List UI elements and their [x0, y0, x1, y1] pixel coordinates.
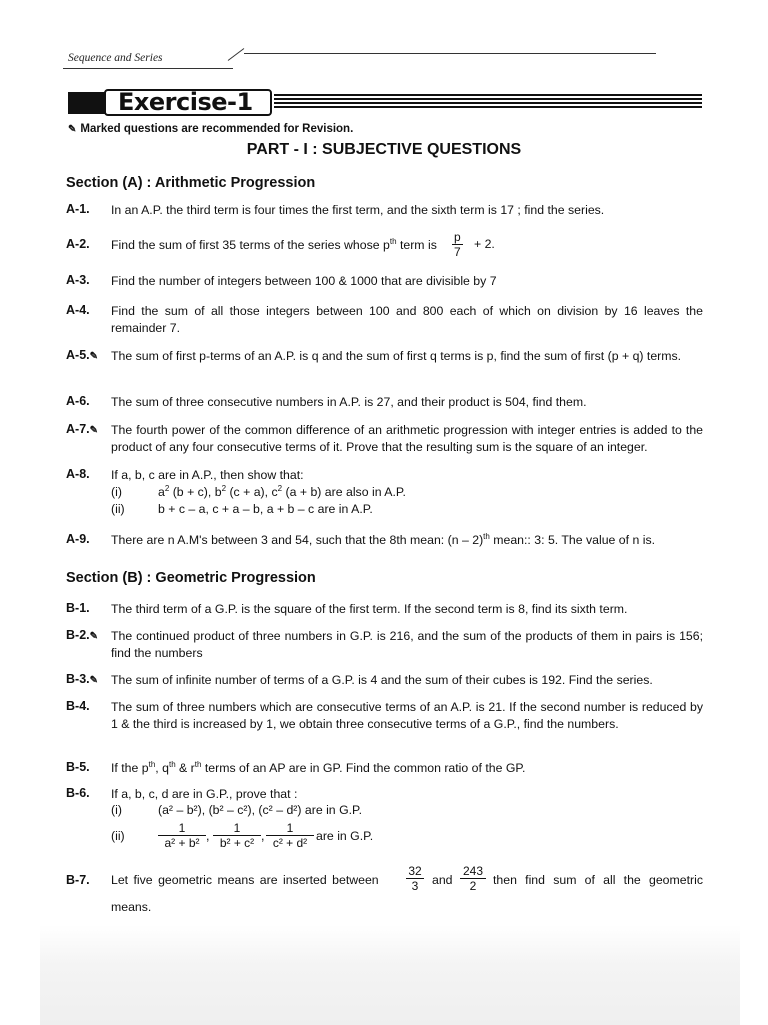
question-label: B-4.: [66, 699, 90, 713]
question-text: Let five geometric means are inserted between: [111, 873, 379, 887]
running-title: Sequence and Series: [68, 52, 163, 64]
question-text: If the $p^{th}$, $q^{th}$ & $r^{th}$ terms of an AP are in GP. Find the common ratio of the GP.: [111, 759, 526, 775]
question-label: A-9.: [66, 532, 90, 546]
question-label: B-5.: [66, 760, 90, 774]
question-text: The third term of a G.P. is the square of the first term. If the second term is 8, find its sixth term.: [111, 602, 628, 616]
pen-icon: ✎: [89, 631, 99, 642]
header-rule-top: [244, 53, 656, 54]
question-text: Find the sum of all those integers between 100 and 800 each of which on division by 16 leaves the remainder 7.: [111, 304, 703, 335]
fraction: $\frac{32}{3}$: [406, 864, 424, 893]
question-text: The continued product of three numbers in G.P. is 216, and the sum of the products of them in pairs is 156; find the numbers: [111, 629, 703, 660]
fraction: $\frac{243}{2}$: [460, 864, 486, 893]
question-label: A-3.: [66, 273, 90, 287]
question-text-tail: + 2.: [474, 237, 495, 251]
question-text: There are n A.M's between 3 and 54, such that the 8th mean: (n – 2)$^{th}$ mean:: 3: 5. The value of n is.: [111, 531, 656, 547]
fraction: $\frac{p}{7}$: [454, 230, 461, 259]
question-text: In an A.P. the third term is four times the first term, and the sixth term is 17 ; find the series.: [111, 203, 605, 217]
sub-question-label: (ii): [111, 502, 125, 516]
question-text: and: [432, 873, 453, 887]
question-text: The sum of three consecutive numbers in A.P. is 27, and their product is 504, find them.: [111, 395, 587, 409]
pen-icon: ✎: [89, 675, 99, 686]
fraction: $\frac{1}{\text{c² + d²}}$: [266, 821, 314, 850]
question-label: B-7.: [66, 873, 90, 887]
sub-question-label: (i): [111, 485, 122, 499]
question-text: Find the sum of first 35 terms of the series whose $p^{th}$ term is: [111, 236, 437, 252]
revision-note: ✎ Marked questions are recommended for Revision.: [68, 123, 354, 135]
question-label: A-5.✎: [66, 348, 99, 362]
question-label: B-6.: [66, 786, 90, 800]
question-label: A-6.: [66, 394, 90, 408]
sub-question-label: (i): [111, 803, 122, 817]
question-label: A-8.: [66, 467, 90, 481]
exercise-banner-lines: [274, 94, 702, 110]
exercise-banner-bar: [68, 92, 106, 114]
header-rule: [63, 68, 233, 69]
sub-question-text: b + c – a, c + a – b, a + b – c are in A.P.: [158, 502, 373, 516]
pen-icon: ✎: [89, 425, 99, 436]
question-label: A-7.✎: [66, 422, 99, 436]
sub-question-text: $a^2$ (b + c), $b^2$ (c + a), $c^2$ (a + b) are also in A.P.: [158, 483, 406, 499]
sub-question-label: (ii): [111, 829, 125, 843]
part-title: PART - I : SUBJECTIVE QUESTIONS: [246, 141, 522, 158]
exercise-title: Exercise-1: [118, 88, 253, 116]
question-label: B-3.✎: [66, 672, 99, 686]
question-text: The sum of infinite number of terms of a G.P. is 4 and the sum of their cubes is 192. Find the series.: [111, 673, 653, 687]
question-label: A-2.: [66, 237, 90, 251]
question-text: then find sum of all the geometric: [493, 873, 703, 887]
comma: ,: [261, 829, 265, 843]
question-text: The fourth power of the common difference of an arithmetic progression with integer entries is added to the product of any four consecutive terms of it. Prove that the resulting sum is the square of an integer.: [111, 423, 703, 454]
question-label: B-2.✎: [66, 628, 99, 642]
fraction: $\frac{1}{\text{a² + b²}}$: [158, 821, 206, 850]
question-text: The sum of three numbers which are consecutive terms of an A.P. is 21. If the second number is reduced by 1 & the third is increased by 1, we obtain three consecutive terms of a G.P., find the numbers.: [111, 700, 703, 731]
question-text: If a, b, c are in A.P., then show that:: [111, 468, 304, 482]
sub-question-text: are in G.P.: [316, 829, 374, 843]
pen-icon: ✎: [68, 124, 77, 135]
fraction: $\frac{1}{\text{b² + c²}}$: [213, 821, 261, 850]
sub-question-text: (a² – b²), (b² – c²), (c² – d²) are in G.P.: [158, 803, 363, 817]
question-text: If a, b, c, d are in G.P., prove that :: [111, 787, 298, 801]
section-a-title: Section (A) : Arithmetic Progression: [66, 175, 316, 191]
question-text: The sum of first p-terms of an A.P. is q and the sum of first q terms is p, find the sum of first (p + q) terms.: [111, 349, 682, 363]
question-label: A-1.: [66, 202, 90, 216]
pen-icon: ✎: [89, 351, 99, 362]
question-text: means.: [111, 900, 152, 914]
question-label: A-4.: [66, 303, 90, 317]
section-b-title: Section (B) : Geometric Progression: [66, 570, 316, 586]
question-label: B-1.: [66, 601, 90, 615]
header-rule-slant: [228, 48, 245, 61]
question-text: Find the number of integers between 100 & 1000 that are divisible by 7: [111, 274, 497, 288]
page-bottom-shading: [40, 925, 740, 1025]
comma: ,: [206, 829, 210, 843]
